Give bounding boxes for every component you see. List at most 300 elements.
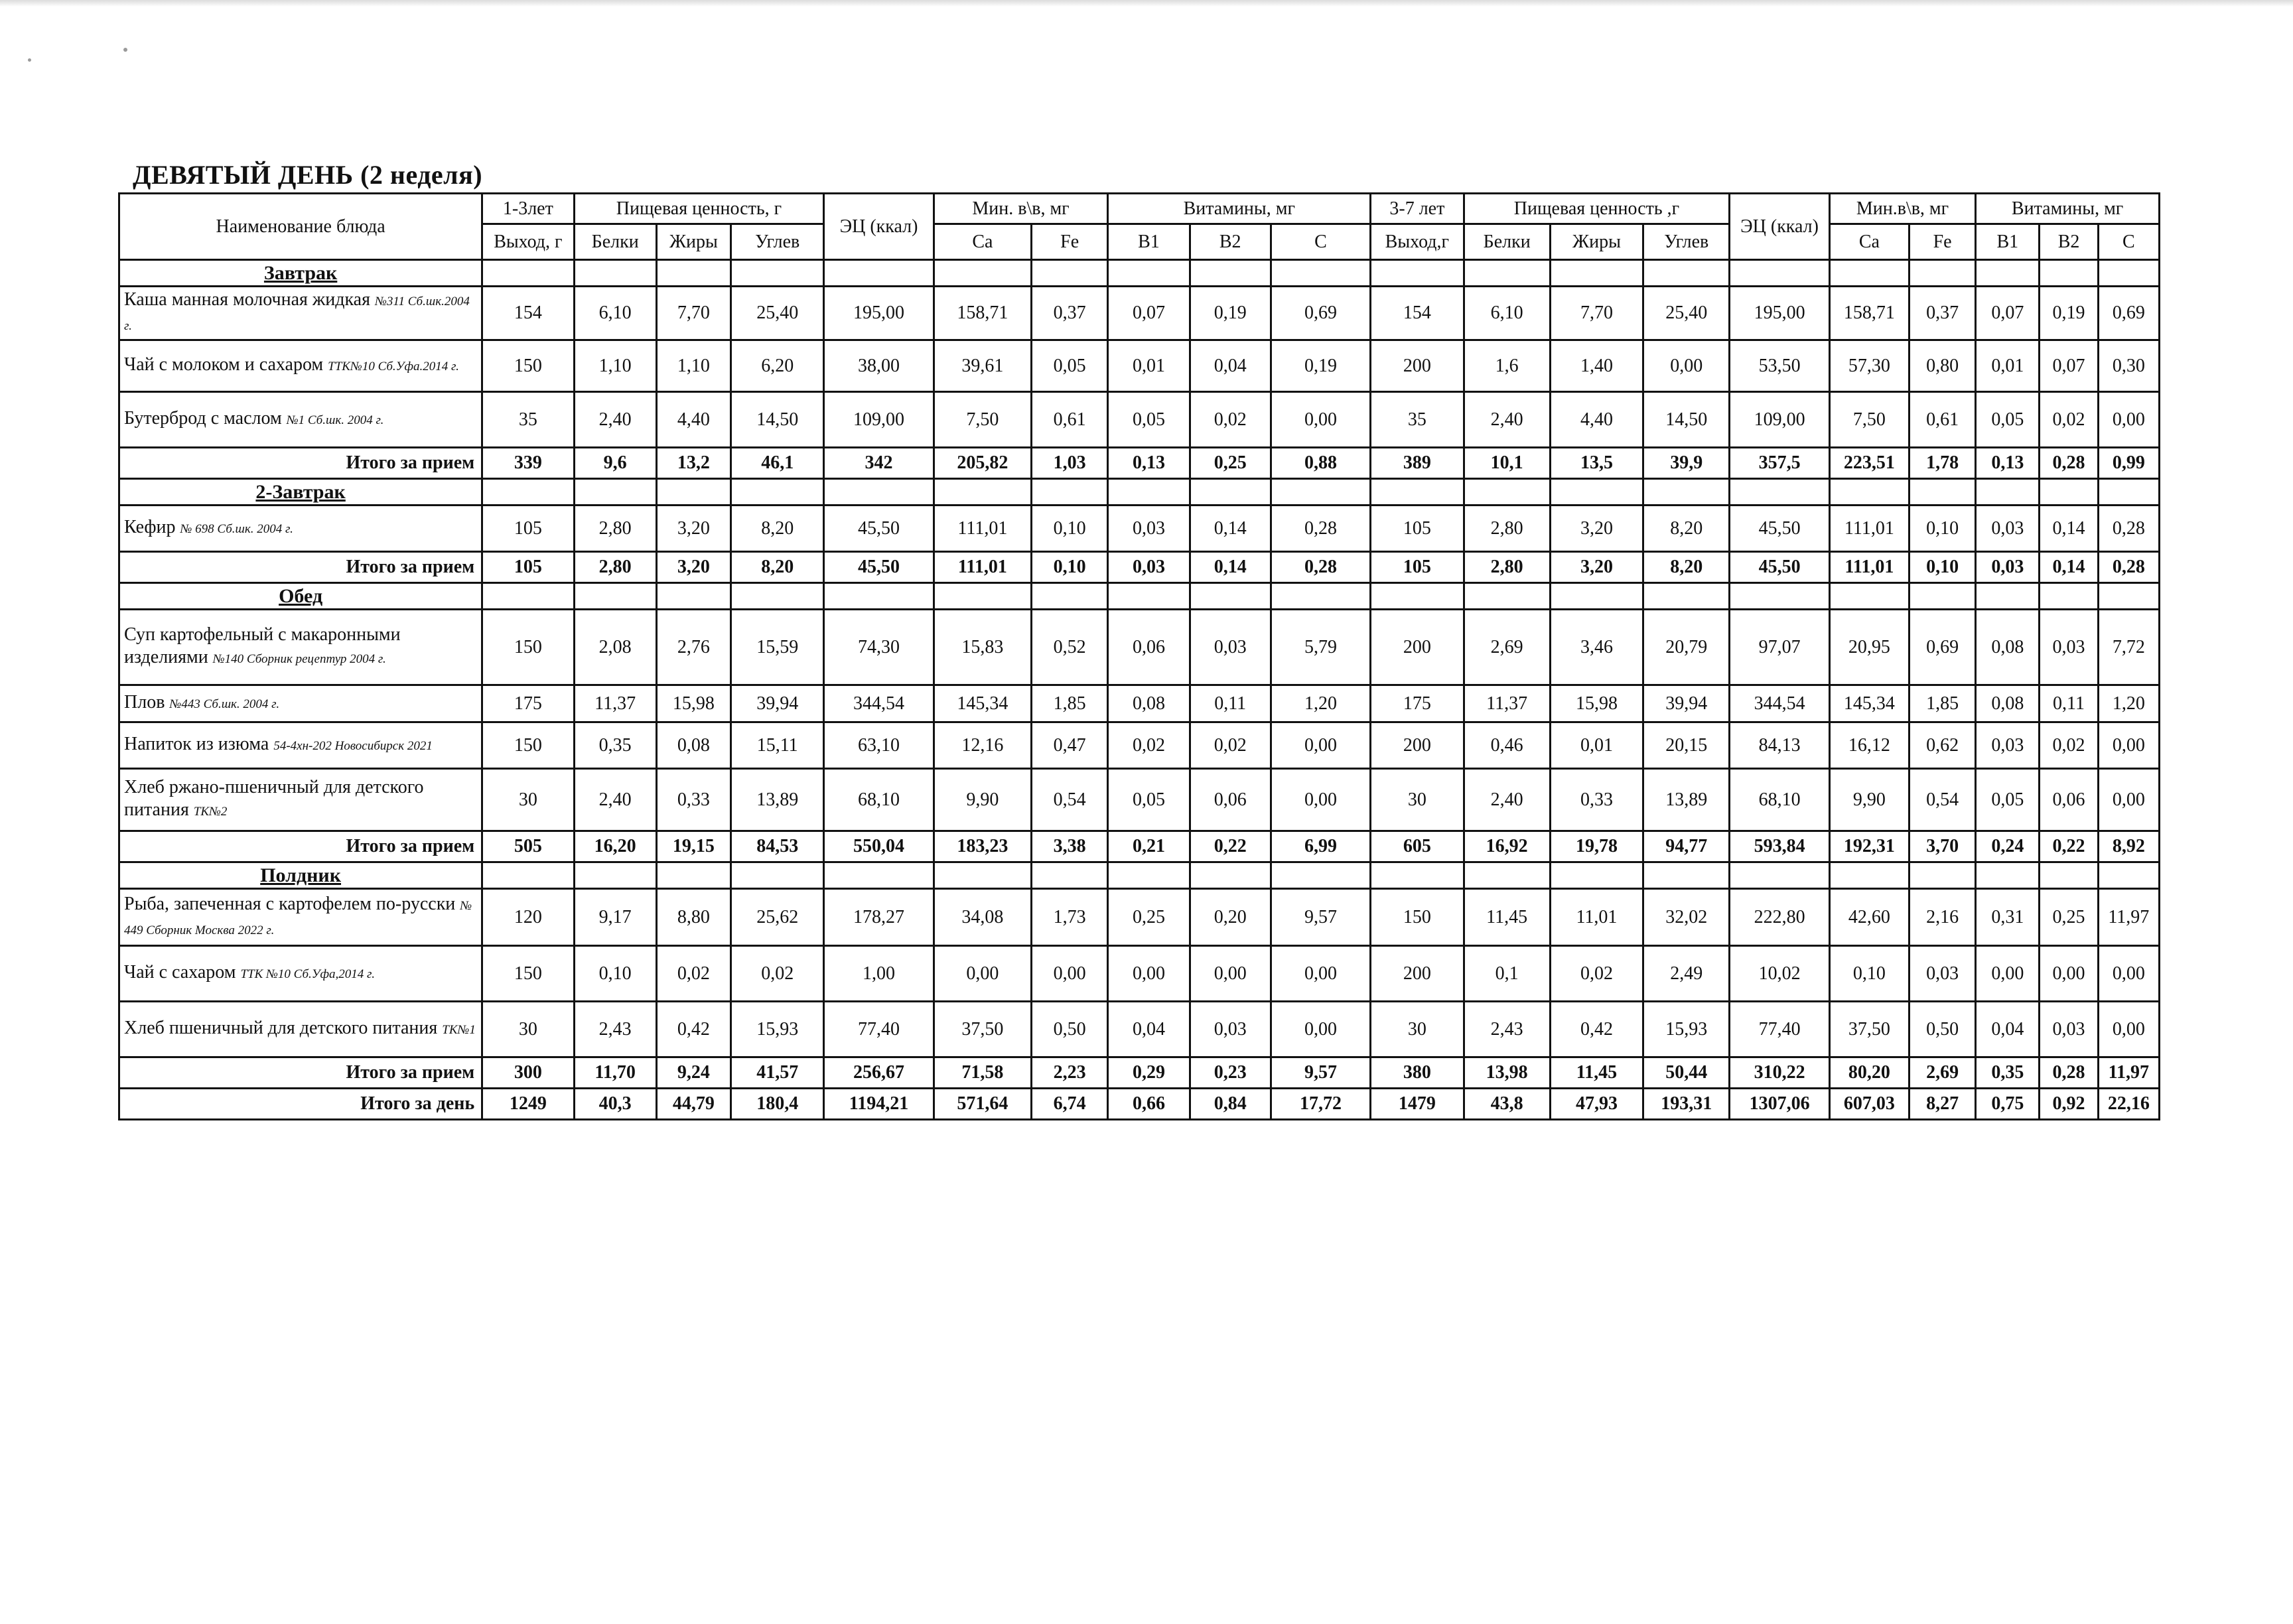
- dish-name-cell: [119, 340, 482, 392]
- value-cell: 154: [482, 287, 574, 340]
- empty-cell: [824, 260, 934, 287]
- value-cell: 47,93: [1550, 1089, 1643, 1120]
- subheader-young-4: Ca: [934, 224, 1031, 260]
- value-cell: 11,01: [1550, 889, 1643, 946]
- dish-name-cell: [119, 946, 482, 1002]
- value-cell: 9,90: [1829, 769, 1909, 831]
- value-cell: 7,50: [934, 392, 1031, 448]
- value-cell: 1194,21: [824, 1089, 934, 1120]
- dish-name: Рыба, запеченная с картофелем по-русски: [124, 893, 456, 914]
- value-cell: 0,28: [1271, 552, 1370, 583]
- empty-cell: [1371, 862, 1464, 889]
- header-nutrition-old: Пищевая ценность ,г: [1464, 194, 1730, 224]
- empty-cell: [1976, 479, 2040, 506]
- dish-recipe-ref: № 449 Сборник Москва 2022 г.: [124, 898, 472, 937]
- value-cell: 0,37: [1032, 287, 1108, 340]
- value-cell: 0,05: [1976, 769, 2040, 831]
- value-cell: 0,10: [574, 946, 656, 1002]
- section-label: Обед: [119, 583, 482, 610]
- value-cell: 45,50: [1730, 552, 1829, 583]
- value-cell: 0,05: [1976, 392, 2040, 448]
- value-cell: 256,67: [824, 1057, 934, 1089]
- value-cell: 0,03: [1910, 946, 1976, 1002]
- value-cell: 9,90: [934, 769, 1031, 831]
- value-cell: 11,45: [1464, 889, 1550, 946]
- value-cell: 1,03: [1032, 448, 1108, 479]
- value-cell: 0,00: [2098, 946, 2159, 1002]
- subheader-old-6: B1: [1976, 224, 2040, 260]
- dish-recipe-ref: №1 Сб.шк. 2004 г.: [286, 413, 384, 427]
- header-age-old: 3-7 лет: [1371, 194, 1464, 224]
- dish-row: [119, 610, 2160, 685]
- subheader-old-4: Ca: [1829, 224, 1909, 260]
- section-label: Полдник: [119, 862, 482, 889]
- scan-edge: [0, 0, 2293, 7]
- empty-cell: [2098, 260, 2159, 287]
- value-cell: 0,28: [2098, 552, 2159, 583]
- value-cell: 0,08: [1108, 685, 1190, 722]
- value-cell: 111,01: [934, 506, 1031, 552]
- value-cell: 6,20: [731, 340, 824, 392]
- value-cell: 200: [1371, 340, 1464, 392]
- dish-row: [119, 889, 2160, 946]
- subheader-old-2: Жиры: [1550, 224, 1643, 260]
- value-cell: 200: [1371, 610, 1464, 685]
- value-cell: 0,01: [1976, 340, 2040, 392]
- value-cell: 45,50: [824, 552, 934, 583]
- value-cell: 1249: [482, 1089, 574, 1120]
- section-row: [119, 583, 2160, 610]
- value-cell: 111,01: [1829, 552, 1909, 583]
- dish-name: Напиток из изюма: [124, 734, 269, 754]
- value-cell: 2,76: [656, 610, 730, 685]
- value-cell: 15,98: [1550, 685, 1643, 722]
- value-cell: 15,83: [934, 610, 1031, 685]
- value-cell: 0,33: [656, 769, 730, 831]
- value-cell: 2,23: [1032, 1057, 1108, 1089]
- value-cell: 0,47: [1032, 722, 1108, 769]
- value-cell: 150: [482, 946, 574, 1002]
- value-cell: 0,08: [1976, 610, 2040, 685]
- value-cell: 1,10: [574, 340, 656, 392]
- value-cell: 0,00: [2098, 769, 2159, 831]
- dish-name: Чай с сахаром: [124, 962, 236, 982]
- value-cell: 13,5: [1550, 448, 1643, 479]
- value-cell: 0,02: [1550, 946, 1643, 1002]
- value-cell: 9,57: [1271, 1057, 1370, 1089]
- value-cell: 74,30: [824, 610, 934, 685]
- value-cell: 0,00: [1643, 340, 1730, 392]
- value-cell: 0,11: [2040, 685, 2098, 722]
- value-cell: 9,17: [574, 889, 656, 946]
- value-cell: 97,07: [1730, 610, 1829, 685]
- empty-cell: [1643, 479, 1730, 506]
- value-cell: 20,79: [1643, 610, 1730, 685]
- empty-cell: [1730, 479, 1829, 506]
- total-label: Итого за прием: [119, 831, 482, 862]
- value-cell: 0,02: [1190, 392, 1271, 448]
- value-cell: 195,00: [824, 287, 934, 340]
- value-cell: 16,92: [1464, 831, 1550, 862]
- empty-cell: [656, 479, 730, 506]
- value-cell: 105: [1371, 552, 1464, 583]
- empty-cell: [1032, 862, 1108, 889]
- value-cell: 2,40: [1464, 392, 1550, 448]
- empty-cell: [2098, 583, 2159, 610]
- value-cell: 0,02: [656, 946, 730, 1002]
- value-cell: 150: [482, 722, 574, 769]
- dish-name-cell: [119, 287, 482, 340]
- value-cell: 0,03: [1108, 552, 1190, 583]
- empty-cell: [1976, 583, 2040, 610]
- value-cell: 0,50: [1910, 1002, 1976, 1057]
- empty-cell: [2040, 583, 2098, 610]
- empty-cell: [1271, 260, 1370, 287]
- value-cell: 2,69: [1464, 610, 1550, 685]
- section-row: [119, 862, 2160, 889]
- empty-cell: [1464, 862, 1550, 889]
- value-cell: 13,89: [1643, 769, 1730, 831]
- value-cell: 80,20: [1829, 1057, 1909, 1089]
- value-cell: 0,14: [2040, 552, 2098, 583]
- value-cell: 16,12: [1829, 722, 1909, 769]
- empty-cell: [1976, 260, 2040, 287]
- empty-cell: [824, 479, 934, 506]
- value-cell: 2,69: [1910, 1057, 1976, 1089]
- value-cell: 9,6: [574, 448, 656, 479]
- value-cell: 1,40: [1550, 340, 1643, 392]
- empty-cell: [1730, 260, 1829, 287]
- subheader-young-3: Углев: [731, 224, 824, 260]
- value-cell: 2,08: [574, 610, 656, 685]
- value-cell: 0,46: [1464, 722, 1550, 769]
- dish-name: Суп картофельный с макаронными изделиями: [124, 624, 401, 667]
- value-cell: 0,00: [2040, 946, 2098, 1002]
- value-cell: 380: [1371, 1057, 1464, 1089]
- empty-cell: [2040, 479, 2098, 506]
- value-cell: 150: [482, 610, 574, 685]
- value-cell: 7,70: [656, 287, 730, 340]
- value-cell: 0,06: [1108, 610, 1190, 685]
- value-cell: 0,00: [2098, 1002, 2159, 1057]
- value-cell: 310,22: [1730, 1057, 1829, 1089]
- value-cell: 0,00: [2098, 392, 2159, 448]
- value-cell: 94,77: [1643, 831, 1730, 862]
- value-cell: 42,60: [1829, 889, 1909, 946]
- value-cell: 0,00: [1108, 946, 1190, 1002]
- value-cell: 0,69: [2098, 287, 2159, 340]
- value-cell: 0,13: [1108, 448, 1190, 479]
- value-cell: 50,44: [1643, 1057, 1730, 1089]
- empty-cell: [1032, 583, 1108, 610]
- dish-row: [119, 946, 2160, 1002]
- value-cell: 30: [482, 769, 574, 831]
- dish-name: Кефир: [124, 517, 176, 537]
- value-cell: 193,31: [1643, 1089, 1730, 1120]
- empty-cell: [1271, 862, 1370, 889]
- value-cell: 2,40: [574, 769, 656, 831]
- empty-cell: [1910, 583, 1976, 610]
- value-cell: 14,50: [1643, 392, 1730, 448]
- value-cell: 0,19: [2040, 287, 2098, 340]
- value-cell: 150: [1371, 889, 1464, 946]
- value-cell: 0,84: [1190, 1089, 1271, 1120]
- dish-name-cell: [119, 685, 482, 722]
- value-cell: 0,20: [1190, 889, 1271, 946]
- value-cell: 13,2: [656, 448, 730, 479]
- value-cell: 0,10: [1910, 506, 1976, 552]
- value-cell: 0,03: [1108, 506, 1190, 552]
- value-cell: 0,08: [1976, 685, 2040, 722]
- value-cell: 0,05: [1108, 392, 1190, 448]
- empty-cell: [1371, 260, 1464, 287]
- empty-cell: [731, 862, 824, 889]
- section-row: [119, 479, 2160, 506]
- value-cell: 0,37: [1910, 287, 1976, 340]
- dish-name-cell: [119, 610, 482, 685]
- value-cell: 30: [482, 1002, 574, 1057]
- value-cell: 20,15: [1643, 722, 1730, 769]
- subheader-young-2: Жиры: [656, 224, 730, 260]
- empty-cell: [1108, 862, 1190, 889]
- value-cell: 0,50: [1032, 1002, 1108, 1057]
- dish-recipe-ref: № 698 Сб.шк. 2004 г.: [180, 522, 293, 536]
- value-cell: 0,04: [1976, 1002, 2040, 1057]
- empty-cell: [2098, 479, 2159, 506]
- value-cell: 3,46: [1550, 610, 1643, 685]
- value-cell: 175: [1371, 685, 1464, 722]
- value-cell: 9,57: [1271, 889, 1370, 946]
- value-cell: 3,20: [1550, 506, 1643, 552]
- subheader-old-7: B2: [2040, 224, 2098, 260]
- dish-row: [119, 769, 2160, 831]
- value-cell: 15,93: [1643, 1002, 1730, 1057]
- value-cell: 32,02: [1643, 889, 1730, 946]
- value-cell: 3,20: [656, 552, 730, 583]
- value-cell: 15,59: [731, 610, 824, 685]
- value-cell: 10,1: [1464, 448, 1550, 479]
- value-cell: 11,37: [574, 685, 656, 722]
- value-cell: 200: [1371, 946, 1464, 1002]
- dish-name-cell: [119, 1002, 482, 1057]
- value-cell: 40,3: [574, 1089, 656, 1120]
- value-cell: 84,53: [731, 831, 824, 862]
- header-dish-name: Наименование блюда: [119, 194, 482, 260]
- value-cell: 3,20: [1550, 552, 1643, 583]
- value-cell: 0,54: [1910, 769, 1976, 831]
- value-cell: 300: [482, 1057, 574, 1089]
- value-cell: 344,54: [824, 685, 934, 722]
- subheader-young-5: Fe: [1032, 224, 1108, 260]
- value-cell: 13,89: [731, 769, 824, 831]
- empty-cell: [482, 583, 574, 610]
- dish-name-cell: [119, 769, 482, 831]
- value-cell: 77,40: [1730, 1002, 1829, 1057]
- value-cell: 7,72: [2098, 610, 2159, 685]
- value-cell: 2,80: [574, 552, 656, 583]
- value-cell: 2,80: [574, 506, 656, 552]
- dish-name: Плов: [124, 692, 165, 712]
- value-cell: 0,21: [1108, 831, 1190, 862]
- value-cell: 0,11: [1190, 685, 1271, 722]
- empty-cell: [1910, 260, 1976, 287]
- value-cell: 150: [482, 340, 574, 392]
- value-cell: 0,14: [2040, 506, 2098, 552]
- value-cell: 0,02: [1190, 722, 1271, 769]
- value-cell: 357,5: [1730, 448, 1829, 479]
- subheader-young-8: C: [1271, 224, 1370, 260]
- empty-cell: [2098, 862, 2159, 889]
- empty-cell: [1730, 583, 1829, 610]
- dish-row: [119, 392, 2160, 448]
- value-cell: 0,00: [1271, 1002, 1370, 1057]
- value-cell: 7,70: [1550, 287, 1643, 340]
- value-cell: 1,00: [824, 946, 934, 1002]
- value-cell: 6,10: [1464, 287, 1550, 340]
- value-cell: 2,43: [1464, 1002, 1550, 1057]
- value-cell: 15,93: [731, 1002, 824, 1057]
- value-cell: 0,19: [1271, 340, 1370, 392]
- value-cell: 0,00: [1271, 769, 1370, 831]
- empty-cell: [824, 583, 934, 610]
- empty-cell: [1271, 583, 1370, 610]
- value-cell: 180,4: [731, 1089, 824, 1120]
- header-energy-young: ЭЦ (ккал): [824, 194, 934, 260]
- value-cell: 25,40: [1643, 287, 1730, 340]
- value-cell: 154: [1371, 287, 1464, 340]
- value-cell: 205,82: [934, 448, 1031, 479]
- value-cell: 38,00: [824, 340, 934, 392]
- empty-cell: [1550, 260, 1643, 287]
- value-cell: 8,20: [1643, 506, 1730, 552]
- empty-cell: [1032, 479, 1108, 506]
- empty-cell: [1464, 479, 1550, 506]
- value-cell: 111,01: [934, 552, 1031, 583]
- value-cell: 158,71: [1829, 287, 1909, 340]
- value-cell: 0,10: [1910, 552, 1976, 583]
- value-cell: 11,37: [1464, 685, 1550, 722]
- value-cell: 0,08: [656, 722, 730, 769]
- value-cell: 0,03: [1190, 610, 1271, 685]
- empty-cell: [482, 862, 574, 889]
- value-cell: 0,03: [1190, 1002, 1271, 1057]
- value-cell: 8,27: [1910, 1089, 1976, 1120]
- value-cell: 45,50: [1730, 506, 1829, 552]
- value-cell: 0,03: [1976, 506, 2040, 552]
- value-cell: 19,15: [656, 831, 730, 862]
- value-cell: 0,01: [1550, 722, 1643, 769]
- value-cell: 35: [482, 392, 574, 448]
- value-cell: 4,40: [656, 392, 730, 448]
- value-cell: 1,6: [1464, 340, 1550, 392]
- value-cell: 1,85: [1032, 685, 1108, 722]
- scan-speck: [123, 48, 127, 52]
- dish-recipe-ref: ТТК №10 Сб.Уфа,2014 г.: [240, 967, 375, 981]
- empty-cell: [482, 260, 574, 287]
- value-cell: 0,00: [2098, 722, 2159, 769]
- value-cell: 0,00: [1271, 946, 1370, 1002]
- section-total-row: [119, 552, 2160, 583]
- empty-cell: [1550, 862, 1643, 889]
- empty-cell: [1032, 260, 1108, 287]
- value-cell: 0,00: [1271, 392, 1370, 448]
- value-cell: 0,02: [731, 946, 824, 1002]
- dish-name-cell: [119, 722, 482, 769]
- value-cell: 2,40: [574, 392, 656, 448]
- empty-cell: [1643, 862, 1730, 889]
- dish-recipe-ref: ТК№2: [193, 805, 228, 819]
- value-cell: 2,80: [1464, 552, 1550, 583]
- empty-cell: [1829, 479, 1909, 506]
- value-cell: 8,80: [656, 889, 730, 946]
- value-cell: 9,24: [656, 1057, 730, 1089]
- value-cell: 16,20: [574, 831, 656, 862]
- value-cell: 0,28: [2040, 1057, 2098, 1089]
- empty-cell: [934, 583, 1031, 610]
- dish-recipe-ref: ТТК№10 Сб.Уфа.2014 г.: [328, 360, 459, 373]
- value-cell: 571,64: [934, 1089, 1031, 1120]
- value-cell: 37,50: [934, 1002, 1031, 1057]
- empty-cell: [1190, 583, 1271, 610]
- value-cell: 0,92: [2040, 1089, 2098, 1120]
- empty-cell: [656, 260, 730, 287]
- dish-row: [119, 287, 2160, 340]
- value-cell: 19,78: [1550, 831, 1643, 862]
- value-cell: 44,79: [656, 1089, 730, 1120]
- value-cell: 0,52: [1032, 610, 1108, 685]
- dish-name: Чай с молоком и сахаром: [124, 354, 324, 375]
- value-cell: 2,80: [1464, 506, 1550, 552]
- value-cell: 1,78: [1910, 448, 1976, 479]
- empty-cell: [574, 862, 656, 889]
- value-cell: 195,00: [1730, 287, 1829, 340]
- value-cell: 0,01: [1108, 340, 1190, 392]
- value-cell: 13,98: [1464, 1057, 1550, 1089]
- value-cell: 77,40: [824, 1002, 934, 1057]
- value-cell: 342: [824, 448, 934, 479]
- dish-name: Хлеб пшеничный для детского питания: [124, 1018, 438, 1038]
- empty-cell: [1730, 862, 1829, 889]
- empty-cell: [934, 862, 1031, 889]
- value-cell: 11,97: [2098, 1057, 2159, 1089]
- value-cell: 1,20: [2098, 685, 2159, 722]
- value-cell: 0,06: [2040, 769, 2098, 831]
- value-cell: 222,80: [1730, 889, 1829, 946]
- value-cell: 0,04: [1190, 340, 1271, 392]
- value-cell: 0,33: [1550, 769, 1643, 831]
- value-cell: 39,94: [731, 685, 824, 722]
- value-cell: 2,49: [1643, 946, 1730, 1002]
- value-cell: 0,07: [2040, 340, 2098, 392]
- empty-cell: [1829, 260, 1909, 287]
- value-cell: 0,07: [1976, 287, 2040, 340]
- value-cell: 15,11: [731, 722, 824, 769]
- dish-recipe-ref: №140 Сборник рецептур 2004 г.: [212, 652, 386, 666]
- value-cell: 0,00: [1190, 946, 1271, 1002]
- empty-cell: [656, 583, 730, 610]
- value-cell: 12,16: [934, 722, 1031, 769]
- day-total-label: Итого за день: [119, 1089, 482, 1120]
- dish-name-cell: [119, 392, 482, 448]
- value-cell: 1479: [1371, 1089, 1464, 1120]
- dish-row: [119, 722, 2160, 769]
- empty-cell: [1464, 583, 1550, 610]
- value-cell: 8,20: [731, 506, 824, 552]
- value-cell: 15,98: [656, 685, 730, 722]
- value-cell: 43,8: [1464, 1089, 1550, 1120]
- value-cell: 11,45: [1550, 1057, 1643, 1089]
- dish-name: Бутерброд с маслом: [124, 408, 282, 429]
